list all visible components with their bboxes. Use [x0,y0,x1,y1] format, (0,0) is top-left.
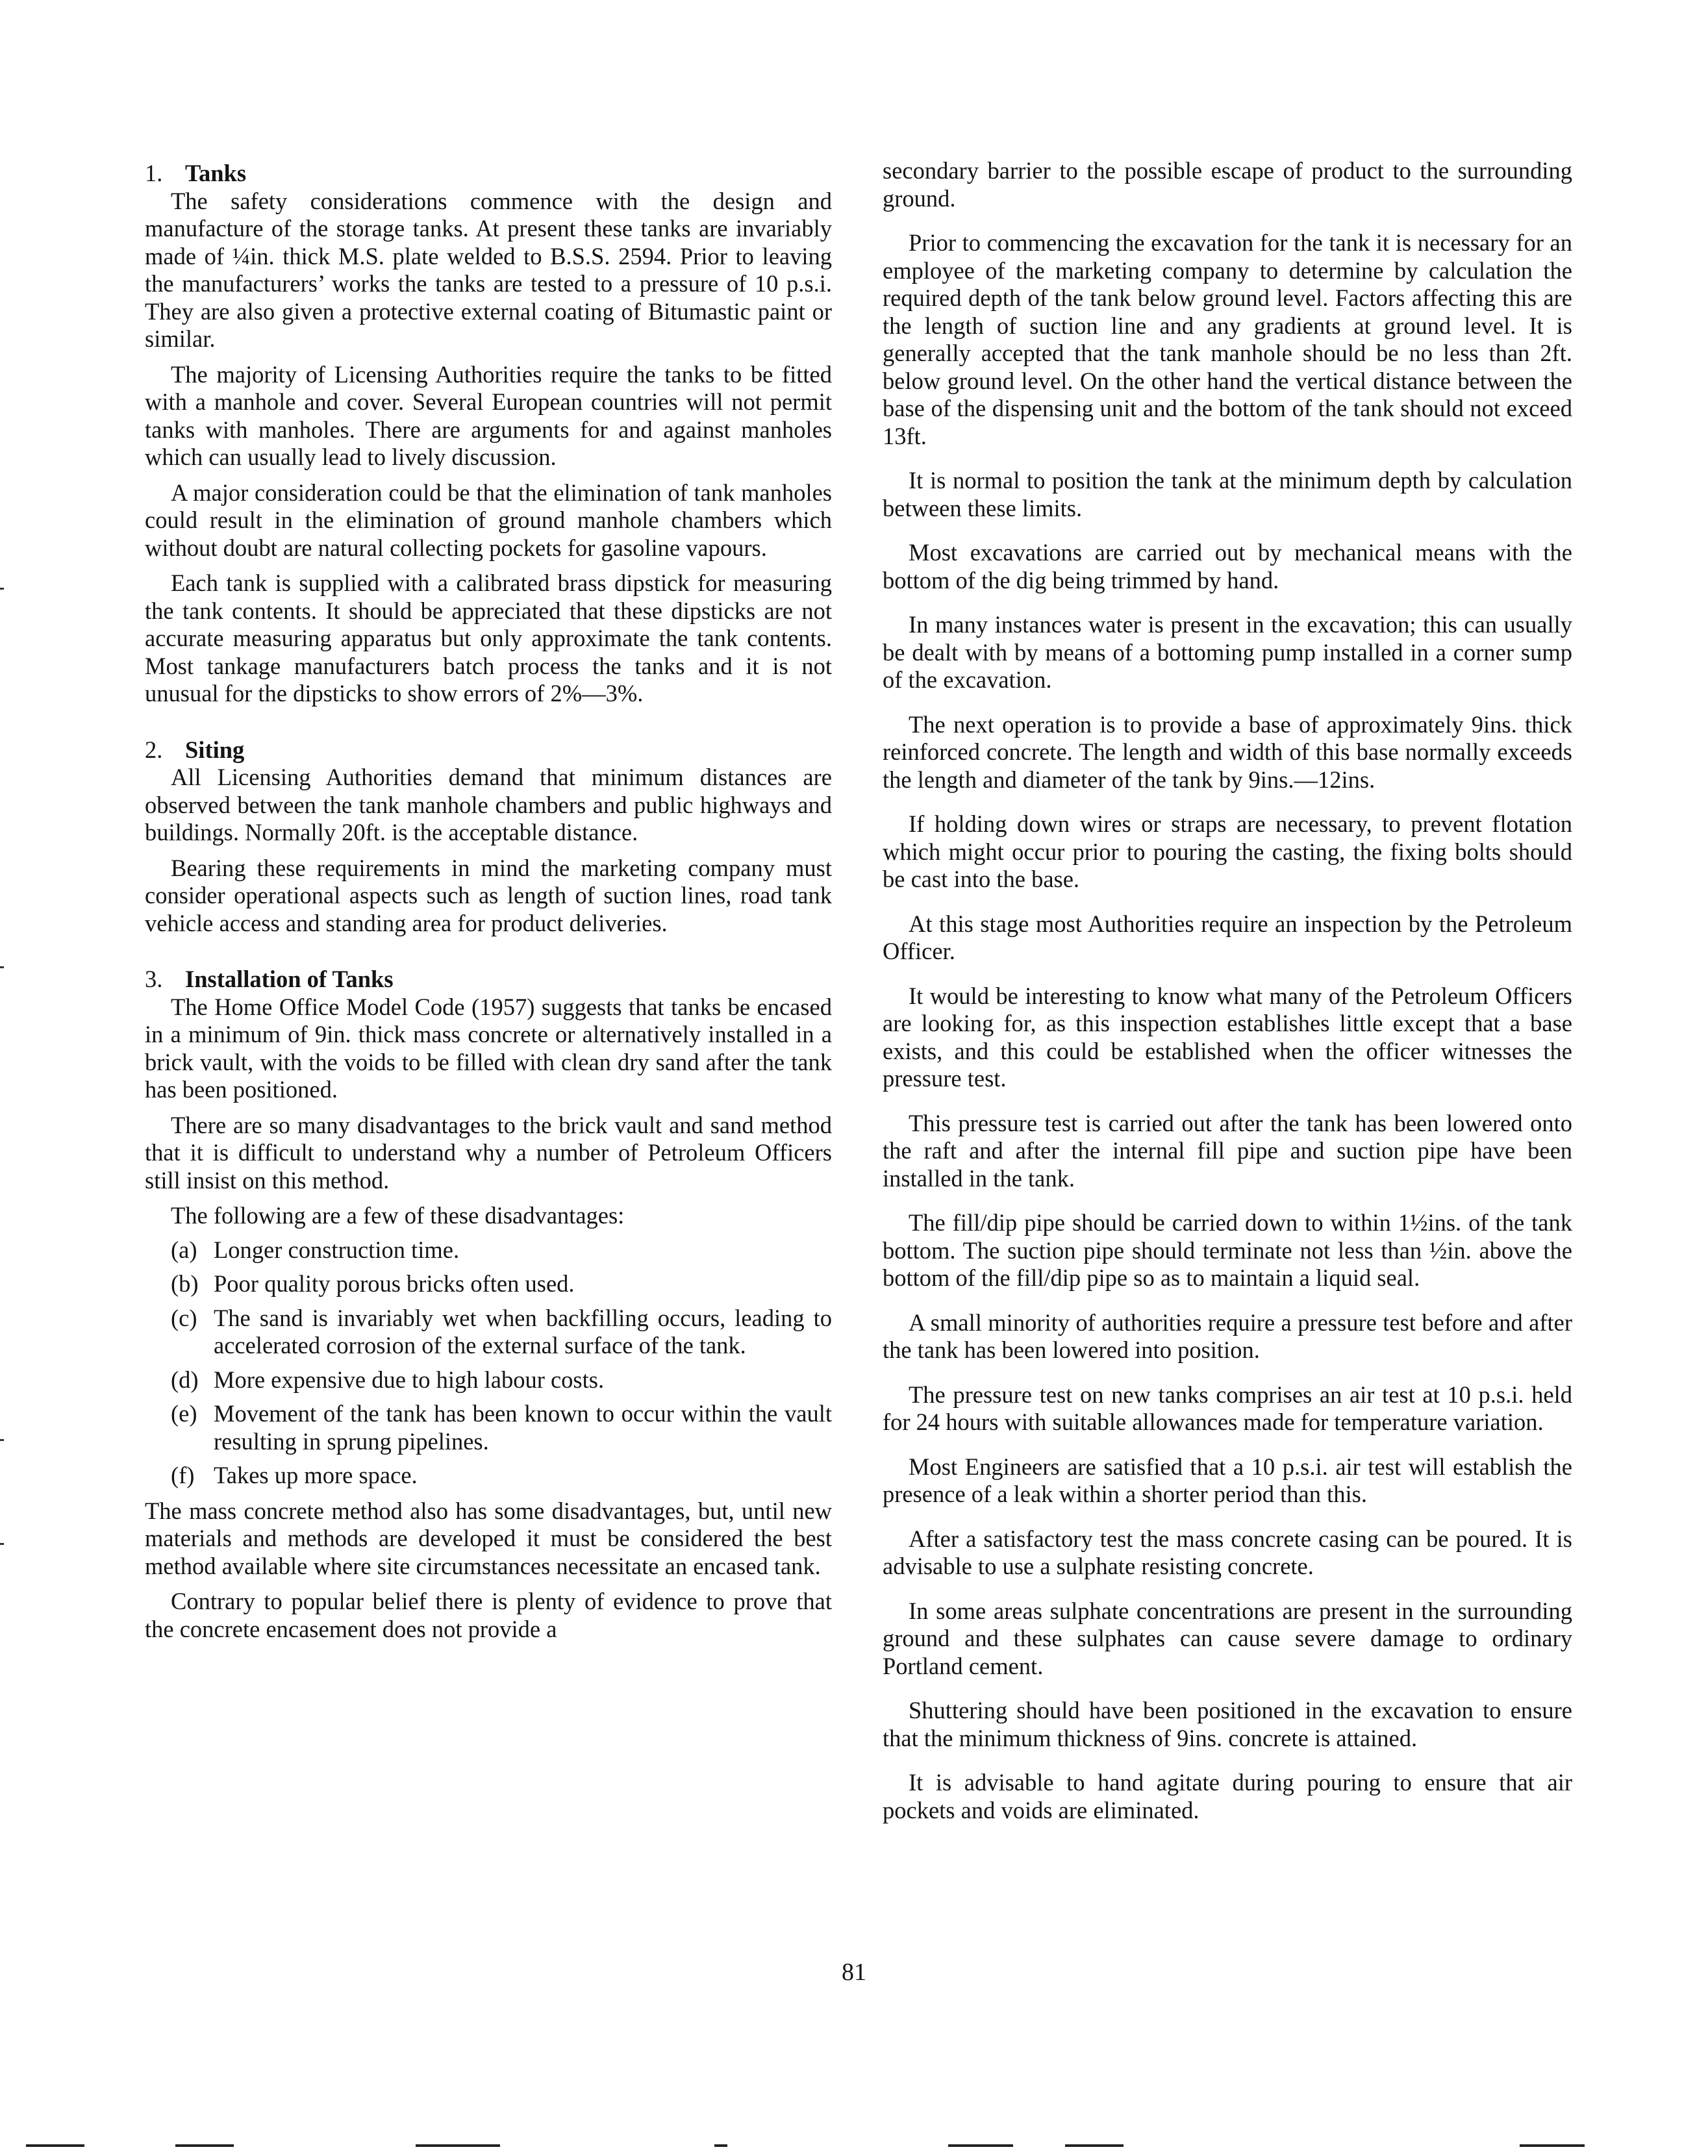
paragraph: The majority of Licensing Authorities require the tanks to be fitted with a manhole and cover. Several European countries will not permit tanks with manholes. There are arguments for and against manholes which can usually lead to lively discussion. [145,360,832,470]
paragraph: Each tank is supplied with a calibrated brass dipstick for measuring the tank contents. It should be appreciated that these dipsticks are not accurate measuring apparatus but only approximate the tank contents. Most tankage manufacturers batch process the tanks and it is not unusual for the dipsticks to show errors of 2%—3%. [145,570,832,707]
scan-artifact [0,966,4,968]
scan-artifact [948,2144,1013,2147]
paragraph: Shuttering should have been positioned in the excavation to ensure that the minimum thickness of 9ins. concrete is attained. [883,1697,1572,1751]
scan-artifact [0,588,4,590]
paragraph: Most Engineers are satisfied that a 10 p.s.i. air test will establish the presence of a leak within a shorter period than this. [883,1453,1572,1507]
paragraph: The next operation is to provide a base of approximately 9ins. thick reinforced concrete. The length and width of this base normally exceeds the length and diameter of the tank by 9ins.—12ins. [883,710,1572,793]
paragraph: Contrary to popular belief there is plenty of evidence to prove that the concrete encasement does not provide a [145,1588,832,1642]
scan-artifact [1520,2144,1585,2147]
list-item: (c) The sand is invariably wet when backfilling occurs, leading to accelerated corrosion of the external surface of the tank. [171,1304,832,1359]
paragraph-continuation: secondary barrier to the possible escape of product to the surrounding ground. [883,157,1572,212]
list-item: (a) Longer construction time. [171,1236,460,1263]
paragraph: Prior to commencing the excavation for the tank it is necessary for an employee of the marketing company to determine by calculation the required depth of the tank below ground level. Factors affecting this are the length of suction line and any gradients at ground level. It is generally accepted that the tank manhole should be no less than 2ft. below ground level. On the other hand the vertical distance between the base of the dispensing unit and the bottom of the tank should not exceed 13ft. [883,229,1572,449]
paragraph: The following are a few of these disadvantages: [171,1202,625,1229]
paragraph: This pressure test is carried out after the tank has been lowered onto the raft and after the internal fill pipe and suction pipe have been installed in the tank. [883,1109,1572,1192]
paragraph: The safety considerations commence with the design and manufacture of the storage tanks. At present these tanks are invariably made of ¼in. thick M.S. plate welded to B.S.S. 2594. Prior to leaving the manufacturers’ works the tanks are tested to a pressure of 10 p.s.i. They are also given a protective external coating of Bitumastic paint or similar. [145,187,832,352]
paragraph: The mass concrete method also has some disadvantages, but, until new materials and methods are developed it must be considered the best method available where site circumstances necessitate an encased tank. [145,1497,832,1579]
scan-artifact [714,2144,727,2147]
paragraph: It is advisable to hand agitate during pouring to ensure that air pockets and voids are eliminated. [883,1769,1572,1824]
page-number: 81 [842,1959,866,1986]
scan-artifact [0,1543,4,1545]
paragraph: It is normal to position the tank at the minimum depth by calculation between these limits. [883,467,1572,521]
scan-artifact [1065,2144,1124,2147]
scan-artifact [26,2144,84,2147]
scan-artifact [416,2144,500,2147]
scan-artifact [0,1439,4,1441]
paragraph: The pressure test on new tanks comprises an air test at 10 p.s.i. held for 24 hours with suitable allowances made for temperature variation. [883,1381,1572,1435]
section-heading-tanks: 1. Tanks [145,160,247,186]
paragraph: If holding down wires or straps are necessary, to prevent flotation which might occur prior to pouring the casting, the fixing bolts should be cast into the base. [883,810,1572,892]
paragraph: The Home Office Model Code (1957) suggests that tanks be encased in a minimum of 9in. thick mass concrete or alternatively installed in a brick vault, with the voids to be filled with clean dry sand after the tank has been positioned. [145,993,832,1103]
paragraph: There are so many disadvantages to the brick vault and sand method that it is difficult to understand why a number of Petroleum Officers still insist on this method. [145,1111,832,1194]
paragraph: It would be interesting to know what many of the Petroleum Officers are looking for, as this inspection establishes little except that a base exists, and this could be established when the officer witnesses the pressure test. [883,982,1572,1092]
paragraph: All Licensing Authorities demand that minimum distances are observed between the tank manhole chambers and public highways and buildings. Normally 20ft. is the acceptable distance. [145,764,832,846]
list-item: (d) More expensive due to high labour costs. [171,1366,605,1393]
scan-artifact [175,2144,234,2147]
list-item: (e) Movement of the tank has been known to occur within the vault resulting in sprung pipelines. [171,1400,832,1455]
paragraph: Most excavations are carried out by mechanical means with the bottom of the dig being trimmed by hand. [883,539,1572,594]
paragraph: At this stage most Authorities require an inspection by the Petroleum Officer. [883,910,1572,964]
paragraph: After a satisfactory test the mass concrete casing can be poured. It is advisable to use a sulphate resisting concrete. [883,1525,1572,1579]
list-item: (b) Poor quality porous bricks often used. [171,1270,575,1297]
right-column [883,157,1572,1824]
paragraph: In many instances water is present in the excavation; this can usually be dealt with by means of a bottoming pump installed in a corner sump of the excavation. [883,611,1572,693]
section-heading-siting: 2. Siting [145,736,245,763]
paragraph: Bearing these requirements in mind the marketing company must consider operational aspects such as length of suction lines, road tank vehicle access and standing area for product deliveries. [145,854,832,936]
paragraph: In some areas sulphate concentrations are present in the surrounding ground and these sulphates can cause severe damage to ordinary Portland cement. [883,1597,1572,1679]
list-item: (f) Takes up more space. [171,1462,418,1488]
paragraph: A small minority of authorities require a pressure test before and after the tank has been lowered into position. [883,1309,1572,1363]
left-column [145,160,832,1643]
paragraph: A major consideration could be that the elimination of tank manholes could result in the elimination of ground manhole chambers which without doubt are natural collecting pockets for gasoline vapours. [145,479,832,561]
section-heading-installation: 3. Installation of Tanks [145,966,394,992]
paragraph: The fill/dip pipe should be carried down to within 1½ins. of the tank bottom. The suction pipe should terminate not less than ½in. above the bottom of the fill/dip pipe so as to maintain a liquid seal. [883,1209,1572,1291]
